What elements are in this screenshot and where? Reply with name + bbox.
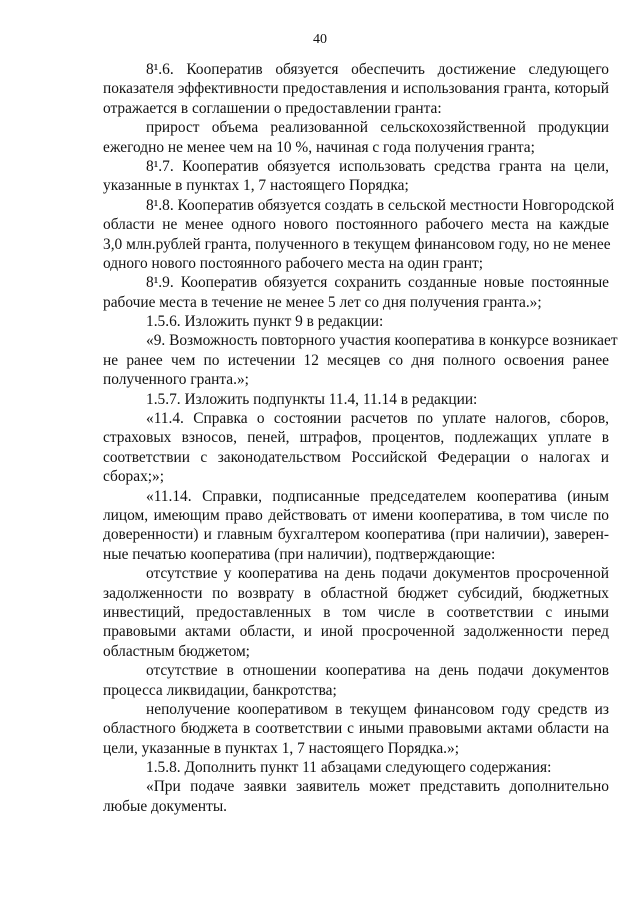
text-line: неполучение кооперативом в текущем финансовом году средств из xyxy=(146,700,609,718)
text-line: ежегодно не менее чем на 10 %, начиная с года получения гранта; xyxy=(103,138,535,156)
text-line: доверенности) и главным бухгалтером кооператива (при наличии), заверен- xyxy=(103,526,609,544)
text-line: «9. Возможность повторного участия кооператива в конкурсе возникает xyxy=(146,332,618,350)
text-line: указанные в пунктах 1, 7 настоящего Порядка; xyxy=(103,177,409,195)
text-line: 3,0 млн.рублей гранта, полученного в текущем финансовом году, но не менее xyxy=(103,235,611,253)
text-line: прирост объема реализованной сельскохозяйственной продукции xyxy=(146,119,609,137)
text-line: рабочие места в течение не менее 5 лет со дня получения гранта.»; xyxy=(103,293,542,311)
page-number: 40 xyxy=(313,32,327,47)
text-line: 1.5.8. Дополнить пункт 11 абзацами следующего содержания: xyxy=(146,759,552,777)
text-line: цели, указанные в пунктах 1, 7 настоящего Порядка.»; xyxy=(103,739,459,757)
text-line: соответствии с законодательством Российской Федерации о налогах и xyxy=(103,448,609,466)
text-line: 1.5.7. Изложить подпункты 11.4, 11.14 в редакции: xyxy=(146,390,478,408)
text-line: лицом, имеющим право действовать от имени кооператива, в том числе по xyxy=(103,506,609,524)
text-line: «11.14. Справки, подписанные председателем кооператива (иным xyxy=(146,487,609,505)
text-line: одного нового постоянного рабочего места на один грант; xyxy=(103,254,484,272)
text-line: любые документы. xyxy=(103,797,228,815)
text-line: «При подаче заявки заявитель может представить дополнительно xyxy=(146,778,609,796)
text-line: ные печатью кооператива (при наличии), подтверждающие: xyxy=(103,545,496,563)
document-body xyxy=(103,60,618,816)
text-line: области не менее одного нового постоянного рабочего места на каждые xyxy=(103,216,609,234)
text-line: не ранее чем по истечении 12 месяцев со дня полного освоения ранее xyxy=(103,351,609,369)
text-line: страховых взносов, пеней, штрафов, процентов, подлежащих уплате в xyxy=(103,429,609,447)
text-line: областным бюджетом; xyxy=(103,642,250,660)
text-line: инвестиций, предоставленных в том числе в соответствии с иными xyxy=(103,603,609,621)
text-line: показателя эффективности предоставления и использования гранта, который xyxy=(103,80,609,98)
text-line: 8¹.7. Кооператив обязуется использовать средства гранта на цели, xyxy=(146,157,609,175)
text-line: 8¹.6. Кооператив обязуется обеспечить достижение следующего xyxy=(146,61,609,78)
text-line: сборах;»; xyxy=(103,468,165,486)
text-line: «11.4. Справка о состоянии расчетов по уплате налогов, сборов, xyxy=(146,410,609,428)
text-line: областного бюджета в соответствии с иными правовыми актами области на xyxy=(103,720,609,738)
text-line: процесса ликвидации, банкротства; xyxy=(103,681,337,699)
text-line: 8¹.8. Кооператив обязуется создать в сельской местности Новгородской xyxy=(146,196,615,214)
text-line: отражается в соглашении о предоставлении гранта: xyxy=(103,99,442,117)
text-line: отсутствие в отношении кооператива на день подачи документов xyxy=(146,662,609,680)
text-line: правовыми актами области, и иной просроченной задолженности перед xyxy=(103,623,609,641)
text-line: задолженности по возврату в областной бюджет субсидий, бюджетных xyxy=(103,584,609,602)
text-line: отсутствие у кооператива на день подачи документов просроченной xyxy=(146,565,609,583)
text-line: 8¹.9. Кооператив обязуется сохранить созданные новые постоянные xyxy=(146,274,609,292)
text-line: полученного гранта.»; xyxy=(103,371,249,389)
text-line: 1.5.6. Изложить пункт 9 в редакции: xyxy=(146,313,384,331)
